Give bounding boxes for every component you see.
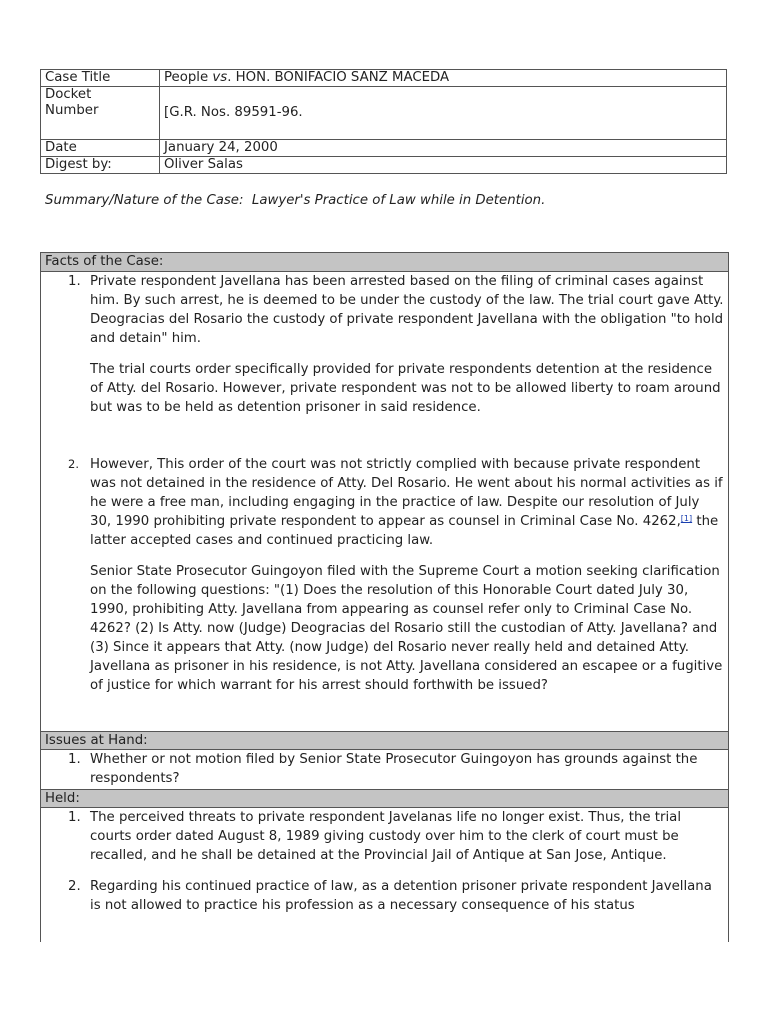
docket-label-line2: Number (45, 103, 99, 118)
held-item-1-text: The perceived threats to private respondent Javelanas life no longer exist. Thus, the trial courts order dated August 8, 1989 giving custody over him to the clerk of court must be recalled, and he shall be detained at the Provincial Jail of Antique at San Jose, Antique. (90, 810, 682, 863)
facts-item-2-text-b: the latter accepted cases and continued practicing law. (90, 514, 719, 548)
facts-item-2-text-a: However, This order of the court was not strictly complied with because private respondent was not detained in the residence of Atty. Del Rosario. He went about his normal activities as if he were a free man, including engaging in the practice of law. Despite our resolution of July 30, 1990 prohibiting private respondent to appear as counsel in Criminal Case No. 4262, (90, 457, 723, 529)
facts-item-1-p1: Private respondent Javellana has been arrested based on the filing of criminal cases against him. By such arrest, he is deemed to be under the custody of the law. The trial court gave Atty. Deogracias del Rosario the custody of private respondent Javellana with the obligation "to hold and detain" him. (90, 274, 724, 346)
issues-item-1-text: Whether or not motion filed by Senior State Prosecutor Guingoyon has grounds against the respondents? (90, 752, 698, 786)
digest-label: Digest by: (41, 157, 160, 174)
case-title-prefix: People (164, 70, 213, 85)
digest-row (41, 157, 727, 174)
facts-list (41, 272, 728, 731)
facts-item-1-p2: The trial courts order specifically provided for private respondents detention at the residence of Atty. del Rosario. However, private respondent was not to be allowed liberty to roam around but was to be held as detention prisoner in said residence. (90, 362, 721, 415)
held-item-1 (41, 808, 728, 877)
date-value: January 24, 2000 (160, 140, 727, 157)
issues-list (41, 750, 728, 789)
date-label: Date (41, 140, 160, 157)
case-title-value (160, 70, 727, 87)
issues-heading: Issues at Hand: (41, 731, 728, 750)
case-info-table (40, 69, 727, 174)
digest-body (40, 252, 729, 942)
date-row (41, 140, 727, 157)
docket-row (41, 87, 727, 140)
digest-value: Oliver Salas (160, 157, 727, 174)
docket-label (41, 87, 160, 140)
facts-item-1-number: 1. (68, 274, 81, 289)
case-title-row (41, 70, 727, 87)
case-title-label: Case Title (41, 70, 160, 87)
facts-item-2-p1 (90, 455, 724, 550)
case-title-vs: vs (212, 70, 228, 85)
summary-line: Summary/Nature of the Case: Lawyer's Practice of Law while in Detention. (45, 193, 546, 208)
issues-item-1-number: 1. (68, 752, 81, 767)
facts-heading: Facts of the Case: (41, 253, 728, 272)
facts-item-2-p2: Senior State Prosecutor Guingoyon filed with the Supreme Court a motion seeking clarification on the following questions: "(1) Does the resolution of this Honorable Court dated July 30, 1990, prohibiting Atty. Javellana from appearing as counsel refer only to Criminal Case No. 4262? (2) Is Atty. now (Judge) Deogracias del Rosario still the custodian of Atty. Javellana? and (3) Since it appears that Atty. (now Judge) del Rosario never really held and detained Atty. Javellana as prisoner in his residence, is not Atty. Javellana considered an escapee or a fugitive of justice for which warrant for his arrest should forthwith be issued? (90, 564, 723, 693)
footnote-link[interactable]: [1] (680, 514, 693, 523)
docket-value: [G.R. Nos. 89591-96. (160, 87, 727, 140)
facts-item-2 (41, 455, 728, 731)
held-item-2 (41, 877, 728, 915)
facts-item-1 (41, 272, 728, 455)
held-list (41, 808, 728, 915)
docket-label-line1: Docket (45, 87, 92, 102)
case-title-rest: . HON. BONIFACIO SANZ MACEDA (227, 70, 450, 85)
held-item-2-number: 2. (68, 879, 81, 894)
held-heading: Held: (41, 789, 728, 808)
facts-item-2-number: 2. (68, 457, 79, 471)
held-item-2-text: Regarding his continued practice of law, as a detention prisoner private respondent Javellana is not allowed to practice his profession as a necessary consequence of his status (90, 879, 712, 913)
issues-item-1 (41, 750, 728, 789)
held-item-1-number: 1. (68, 810, 81, 825)
